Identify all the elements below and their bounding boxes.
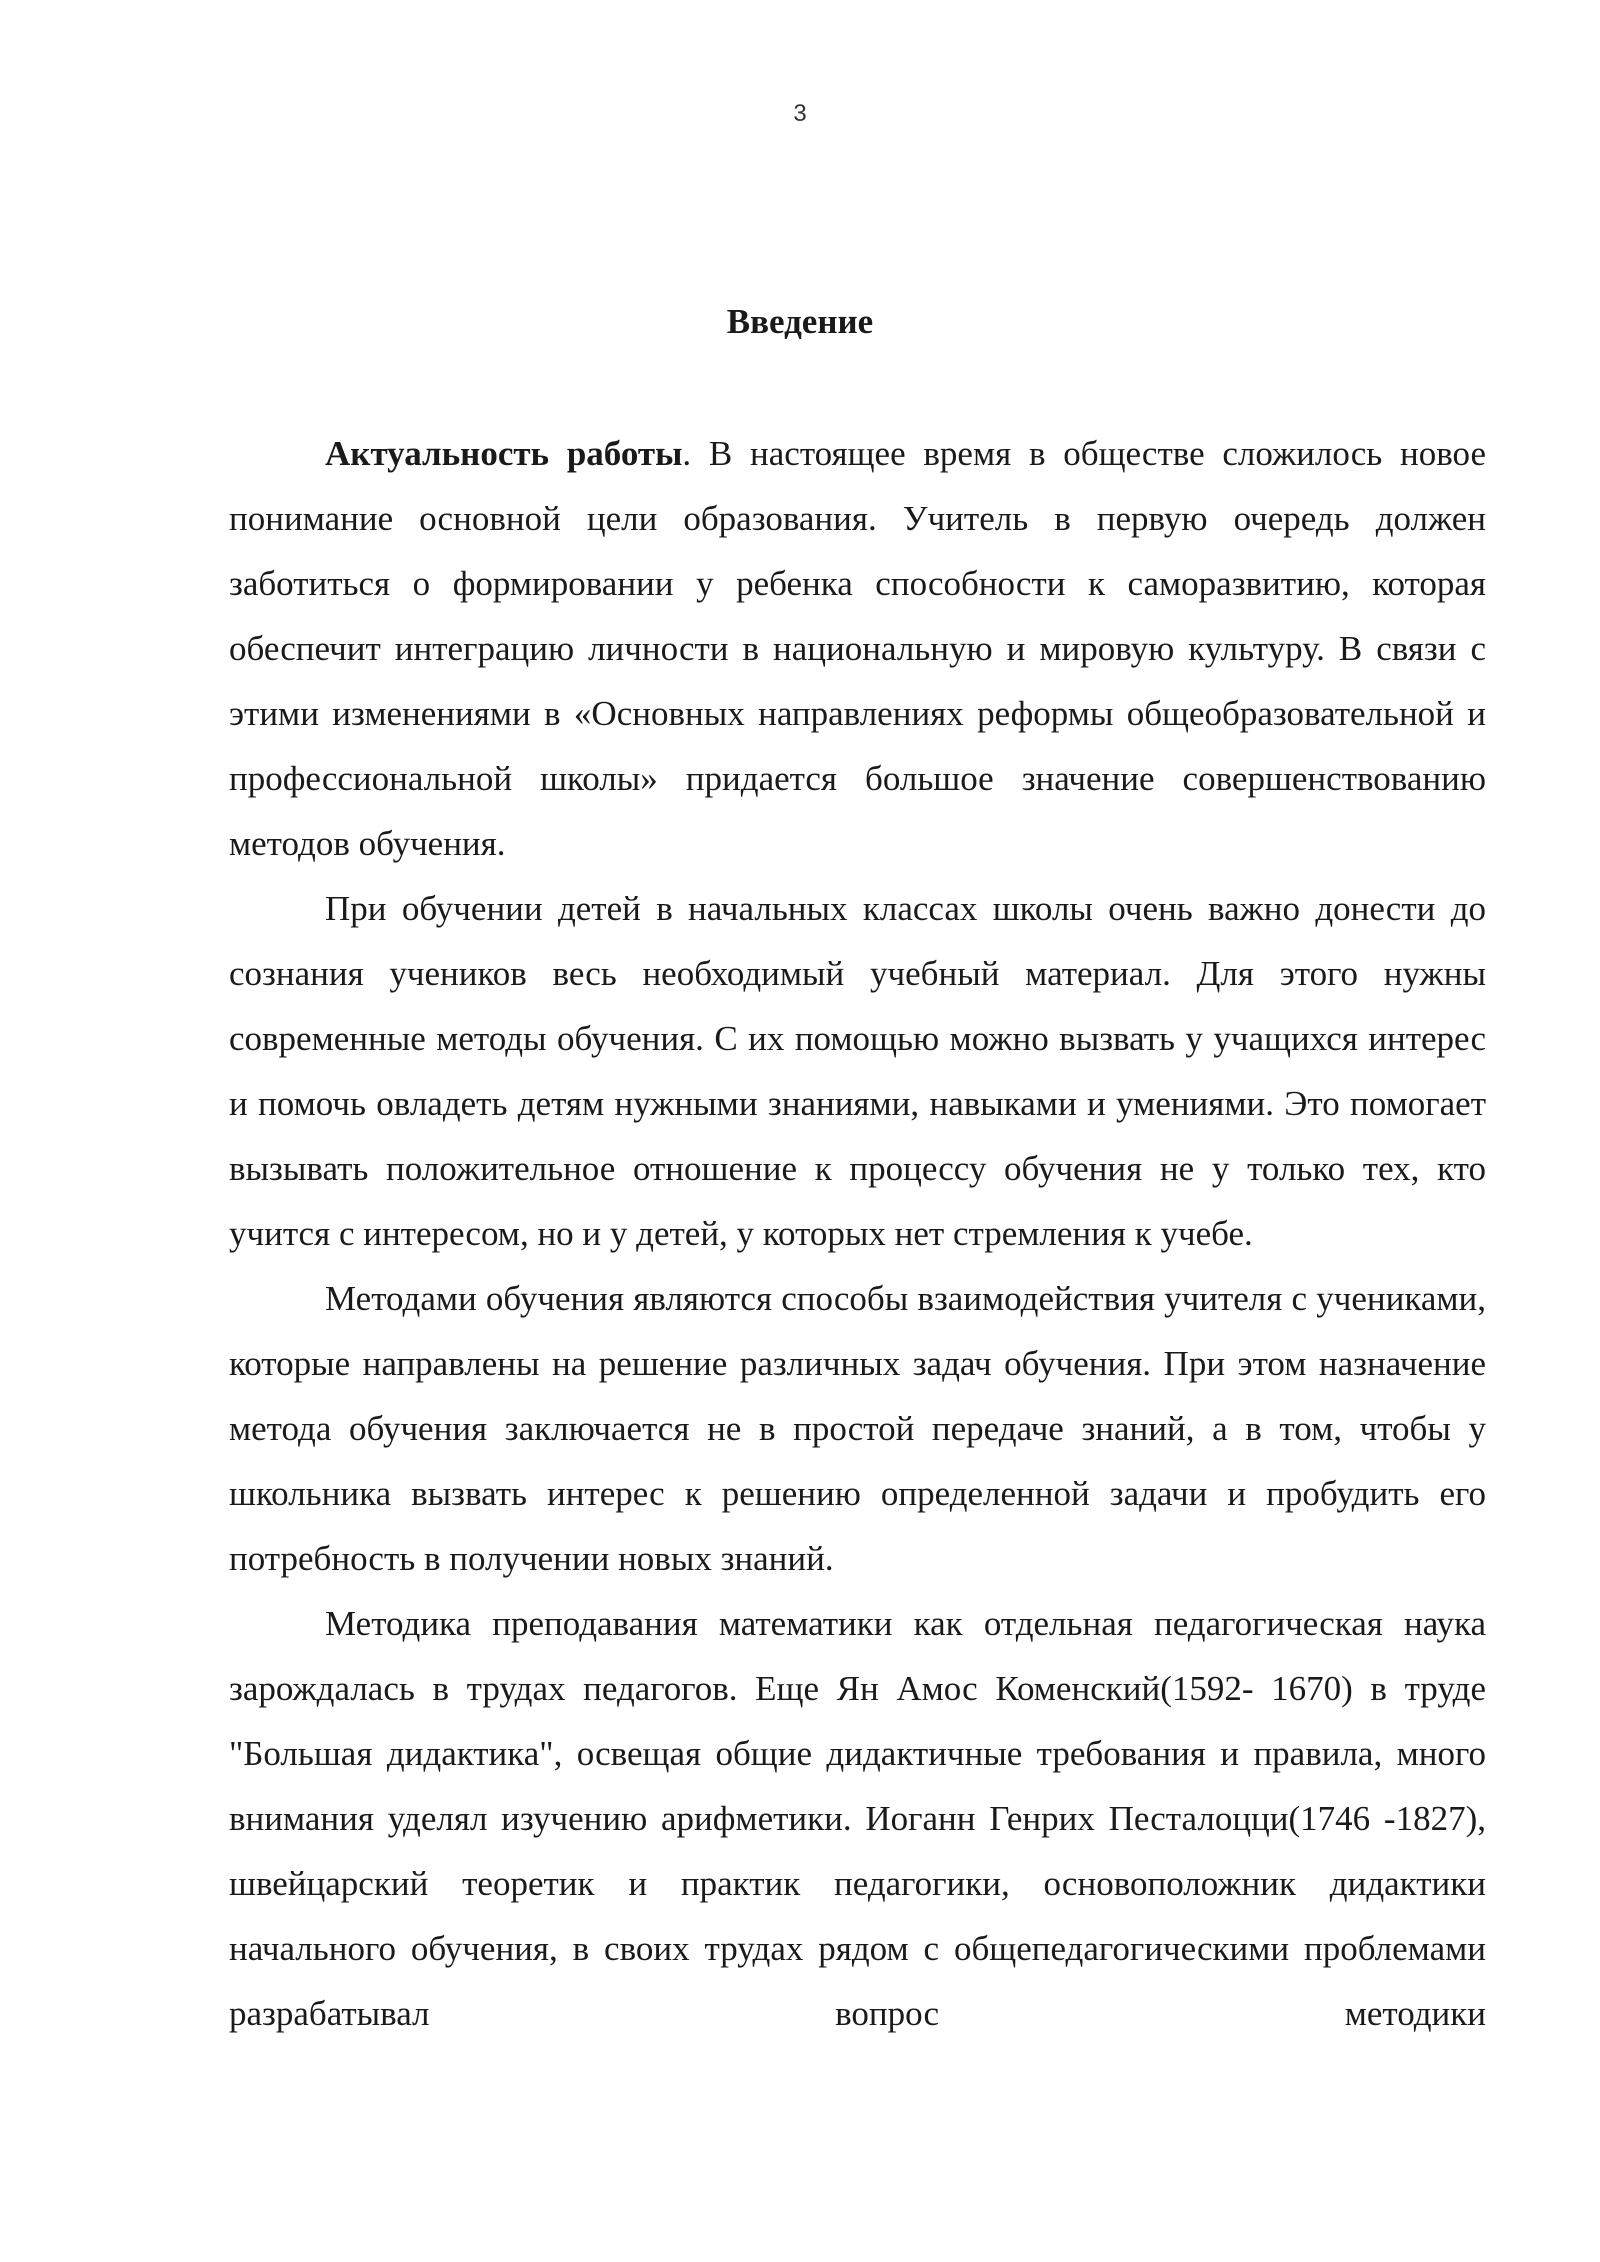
body-text [229,421,1486,2046]
paragraph-math-methodology: Методика преподавания математики как отдельная педагогическая наука зарождалась в трудах педагогов. Еще Ян Амос Коменский(1592- 1670) в труде "Большая дидактика", освещая общие дидактичные требования и правила, много внимания уделял изучению арифметики. Иоганн Генрих Песталоцци(1746 -1827), швейцарский теоретик и практик педагогики, основоположник дидактики начального обучения, в своих трудах рядом с общепедагогическими проблемами разрабатывал вопрос методики [229,1604,1486,2033]
paragraph-text: . В настоящее время в обществе сложилось новое понимание основной цели образования. Учитель в первую очередь должен заботиться о формировании у ребенка способности к саморазвитию, которая обеспечит интеграцию личности в национальную и мировую культуру. В связи с этими изменениями в «Основных направлениях реформы общеобразовательной и профессиональной школы» придается большое значение совершенствованию методов обучения. [229,434,1486,863]
paragraph-primary-school: При обучении детей в начальных классах школы очень важно донести до сознания учеников весь необходимый учебный материал. Для этого нужны современные методы обучения. С их помощью можно вызвать у учащихся интерес и помочь овладеть детям нужными знаниями, навыками и умениями. Это помогает вызывать положительное отношение к процессу обучения не у только тех, кто учится с интересом, но и у детей, у которых нет стремления к учебе. [229,889,1486,1253]
paragraph-teaching-methods: Методами обучения являются способы взаимодействия учителя с учениками, которые направлены на решение различных задач обучения. При этом назначение метода обучения заключается не в простой передаче знаний, а в том, чтобы у школьника вызвать интерес к решению определенной задачи и пробудить его потребность в получении новых знаний. [229,1279,1486,1578]
paragraph-lead-bold: Актуальность работы [325,434,683,473]
section-heading: Введение [726,302,874,341]
paragraph-relevance [229,421,1486,876]
page-number: 3 [793,100,807,127]
